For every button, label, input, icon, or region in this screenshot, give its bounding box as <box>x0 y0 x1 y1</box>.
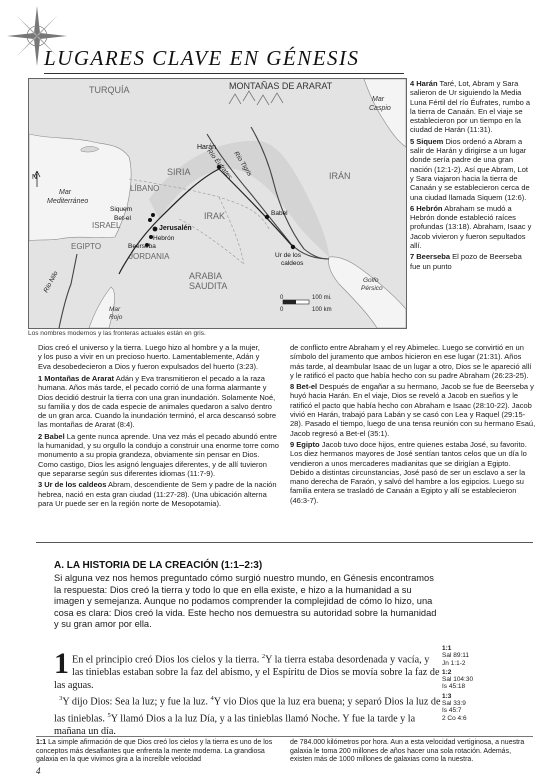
location-name: Bet-el <box>296 382 318 392</box>
map-label-golfo-2: Pérsico <box>361 285 383 292</box>
location-name: Egipto <box>296 439 320 449</box>
verse-number: 3 <box>59 695 63 703</box>
map-label-rio-nilo: Río Nilo <box>42 270 60 294</box>
location-entry <box>290 440 536 505</box>
map-label-jerusalen: Jerusalén <box>159 225 192 232</box>
verse-number: 4 <box>210 695 214 703</box>
map-label-turquia: TURQUÍA <box>89 85 130 95</box>
location-number: 4 <box>410 79 415 88</box>
section-intro: Si alguna vez nos hemos preguntado cómo surgió nuestro mundo, en Génesis encontramos la respuesta: Dios creó la tierra y todo lo que en ella existe, e hizo a la humanidad a su imagen y semejanza. Aunque no podamos comprender la complejidad de cómo lo hizo, una cosa es clara: Dios creó la vida. Este hecho nos demuestra su autoridad sobre la humanidad y su gran amor por ella. <box>54 573 437 629</box>
study-note-right: de 784.000 kilómetros por hora. Aun a esta velocidad vertiginosa, a nuestra galaxia le toma 200 millones de años hacer una sola rotación. Además, existen más de 1000 millones de galaxias como la nuestra. <box>290 739 525 764</box>
study-note-text: La simple afirmación de que Dios creó los cielos y la tierra es uno de los conceptos más desafiantes que enfrenta la mente moderna. La grandiosa galaxia en la que vivimos gira a la increíble velocidad <box>36 739 273 764</box>
study-note-left <box>36 739 278 765</box>
section-divider <box>36 542 533 543</box>
location-text: Jacob tuvo doce hijos, entre quienes estaba José, su favorito. Los diez hermanos mayores de José sentían tantos celos que un día lo vendieron a unos mercaderes madianitas que se dirigían a Egipto. Debido a distintas circunstancias, José pasó de ser un esclavo a ser la mano derecha de Faraón, y salvó del hambre a los egipcios. Luego su familia entera se trasladó de Canaán a Egipto y allí se establecieron (46:3-7). <box>290 439 527 505</box>
map-label-mar-med-2: Mediterráneo <box>47 198 89 205</box>
map-label-mar-caspio-1: Mar <box>372 96 385 103</box>
location-text: La gente nunca aprende. Una vez más el pecado abundó entre la humanidad, y su orgullo la condujo a construir una enorme torre como monumento a su propia grandeza, obviamente sin pensar en Dios. Como castigo, Dios les asignó lenguajes diferentes, y de allí tuvieron que separarse según sus diferentes idiomas (11:7-9). <box>38 431 279 478</box>
verse-1: En el principio creó Dios los cielos y la tierra. <box>72 654 260 666</box>
map-label-golfo-1: Golfo <box>363 277 379 284</box>
map-scale-km: 100 km <box>312 307 332 313</box>
location-entry <box>38 432 281 478</box>
location-text: Adán y Eva transmitieron el pecado a la raza humana. Años más tarde, el pecado corrió de una forma alarmante y Dios decidió destruir la tierra con una gran inundación. Solamente Noé, su familia y dos de cada especie de animales quedaron a salvo dentro de un gran arca. Cuando la inundación terminó, el arca descansó sobre las montañas de Ararat (8:4). <box>38 374 277 430</box>
cross-ref-item: Jn 1:1-2 <box>442 659 466 667</box>
map-scale-zero-1: 0 <box>280 295 284 301</box>
location-name: Montañas de Ararat <box>44 374 115 383</box>
map-label-mar-caspio-2: Caspio <box>369 105 391 112</box>
location-entry <box>38 374 281 430</box>
location-name: Ur de los caldeos <box>44 480 107 490</box>
map-label-egipto: EGIPTO <box>71 242 102 251</box>
cross-ref-verse: 1:3 <box>442 692 452 700</box>
map-scale-mi: 100 mi. <box>312 295 332 301</box>
map-label-arabia-1: ARABIA <box>189 271 223 281</box>
map-label-siquem: Siquem <box>110 206 133 213</box>
title-underline <box>44 73 404 74</box>
location-number: 6 <box>410 203 415 213</box>
location-number: 9 <box>290 439 295 449</box>
location-entry <box>410 79 532 135</box>
genesis-map <box>28 78 407 329</box>
map-label-hebron: Hebrón <box>153 235 175 242</box>
location-entry <box>410 137 532 202</box>
page-title: LUGARES CLAVE EN GÉNESIS <box>44 46 360 70</box>
verse-4: Y vio Dios que la luz era buena; y separó Dios la luz de las tinieblas. <box>54 696 441 725</box>
map-label-ur-1: Ur de los <box>275 252 302 259</box>
map-label-arabia-2: SAUDITA <box>189 281 228 291</box>
note-divider <box>36 736 533 737</box>
section-title: A. LA HISTORIA DE LA CREACIÓN (1:1–2:3) <box>54 560 263 571</box>
map-label-mar-rojo-1: Mar <box>109 306 121 313</box>
map-label-haran: Harán <box>197 144 217 151</box>
map-label-mar-med-1: Mar <box>59 189 72 196</box>
map-label-montanas: MONTAÑAS DE ARARAT <box>229 81 333 91</box>
location-entry <box>410 204 532 250</box>
map-label-rio-eufrates: Río Éufrates <box>205 147 234 181</box>
map-caption: Los nombres modernos y las fronteras actuales están en gris. <box>28 330 206 337</box>
location-entry <box>410 252 532 271</box>
cross-ref-item: 2 Co 4:6 <box>442 714 467 722</box>
location-number: 5 <box>410 136 415 146</box>
cross-ref-group <box>442 693 512 722</box>
location-number: 3 <box>38 480 43 490</box>
cross-ref-verse: 1:1 <box>442 645 452 652</box>
location-name: Babel <box>44 431 65 441</box>
locations-left <box>38 374 281 510</box>
map-label-siria: SIRIA <box>167 167 191 177</box>
map-label-ur-2: caldeos <box>281 260 304 267</box>
page-number: 4 <box>36 766 41 776</box>
location-text: Taré, Lot, Abram y Sara salieron de Ur siguiendo la Media Luna Fértil del río Éufrates, rumbo a la tierra de Canaán. En el viaje se establecieron por un tiempo en la ciudad de Harán (11:31). <box>410 79 531 135</box>
map-label-babel: Babel <box>271 210 288 217</box>
location-text: de conflicto entre Abraham y el rey Abimelec. Luego se convirtió en un símbolo del juramento que ambos hicieron en ese lugar (21:31). Años más tarde, al deambular Isaac de un lugar a otro, Dios se le apareció allí y le ratificó el pacto que había hecho con su padre Abraham (26:23-25). <box>290 343 532 380</box>
verse-number: 5 <box>107 711 111 719</box>
cross-references <box>442 645 512 724</box>
map-label-jordania: JORDANIA <box>129 252 170 261</box>
location-text: Dios ordenó a Abram a salir de Harán y dirigirse a un lugar donde sería padre de una gran nación (12:1-2). Así que Abram, Lot y Sara viajaron hacia la tierra de Canaán y se establecieron cerca de una ciudad llamada Siquem (12:6). <box>410 136 530 202</box>
scripture-text <box>54 647 442 738</box>
chapter-number: 1 <box>54 647 69 680</box>
verse-3: Y dijo Dios: Sea la luz; y fue la luz. <box>62 696 208 708</box>
location-text: El pozo de Beerseba fue un punto <box>410 252 522 271</box>
cross-ref-item: Is 45:18 <box>442 683 466 691</box>
location-entry <box>290 382 536 438</box>
cross-ref-verse: 1:2 <box>442 668 452 676</box>
cross-ref-item: Sal 33:9 <box>442 700 466 708</box>
location-text: Abram, descendiente de Sem y padre de la nación hebrea, nació en esta gran ciudad (11:27-28). (Una ubicación alterna para Ur puede ser en la región norte de Mesopotamia). <box>38 480 277 508</box>
map-label-libano: LÍBANO <box>130 184 160 193</box>
map-label-iran: IRÁN <box>329 171 351 181</box>
location-name: Hebrón <box>416 203 443 213</box>
intro-paragraph: Dios creó el universo y la tierra. Luego hizo al hombre y a la mujer, y los puso a vivir en un precioso huerto. Lamentablemente, Adán y Eva desobedecieron a Dios y fueron expulsados del huerto (3:23). <box>38 343 260 371</box>
map-label-rio-tigris: Río Tigris <box>232 150 253 178</box>
cross-ref-item: Sal 104:30 <box>442 676 474 684</box>
locations-right-bottom <box>290 343 536 507</box>
map-label-irak: IRAK <box>204 211 226 221</box>
cross-ref-group <box>442 669 512 691</box>
map-scale-zero-2: 0 <box>280 307 284 313</box>
verse-2: Y la tierra estaba desordenada y vacía, y las tinieblas estaban sobre la faz del abismo, y el Espíritu de Dios se movía sobre la faz de las aguas. <box>54 654 440 692</box>
location-number: 2 <box>38 431 43 441</box>
location-entry <box>38 480 281 508</box>
verse-5: Y llamó Dios a la luz Día, y a las tinieblas llamó Noche. Y fue la tarde y la mañana un día. <box>54 713 416 738</box>
map-label-mar-rojo-2: Rojo <box>109 314 123 321</box>
location-text: Después de engañar a su hermano, Jacob se fue de Beerseba y huyó hacia Harán. En el viaje, Dios se reveló a Jacob en sueños y le ratificó el pacto que había hecho con Abraham e Isaac (28:10-22). Jacob vivió en Harán, trabajó para Labán y se casó con Lea y Raquel (29:15-28). Pasado el tiempo, luego de una tensa reunión con su hermano Esaú, Jacob regresó a Bet-el (35:1). <box>290 382 536 438</box>
location-name: Beerseba <box>416 252 451 262</box>
location-name: Siquem <box>416 136 444 146</box>
map-label-israel: ISRAEL <box>92 221 121 230</box>
verse-number: 2 <box>261 653 266 660</box>
location-entry <box>290 343 536 380</box>
location-number: 7 <box>410 252 415 262</box>
location-number: 1 <box>38 374 43 383</box>
location-text: Abraham se mudó a Hebrón donde estableció raíces profundas (13:18). Abraham, Isaac y Jacob vivieron y fueron sepultados allí. <box>410 203 532 251</box>
study-note-label: 1:1 <box>36 739 47 746</box>
cross-ref-group <box>442 645 512 667</box>
location-number: 8 <box>290 382 295 392</box>
map-north-label: N <box>32 174 38 181</box>
locations-right-top <box>410 79 532 273</box>
cross-ref-item: Sal 89:11 <box>442 652 469 660</box>
map-label-betel: Bet-el <box>114 215 131 222</box>
location-name: Harán <box>416 79 438 88</box>
cross-ref-item: Is 45:7 <box>442 707 462 715</box>
map-label-beerseba: Beerseba <box>128 243 156 250</box>
